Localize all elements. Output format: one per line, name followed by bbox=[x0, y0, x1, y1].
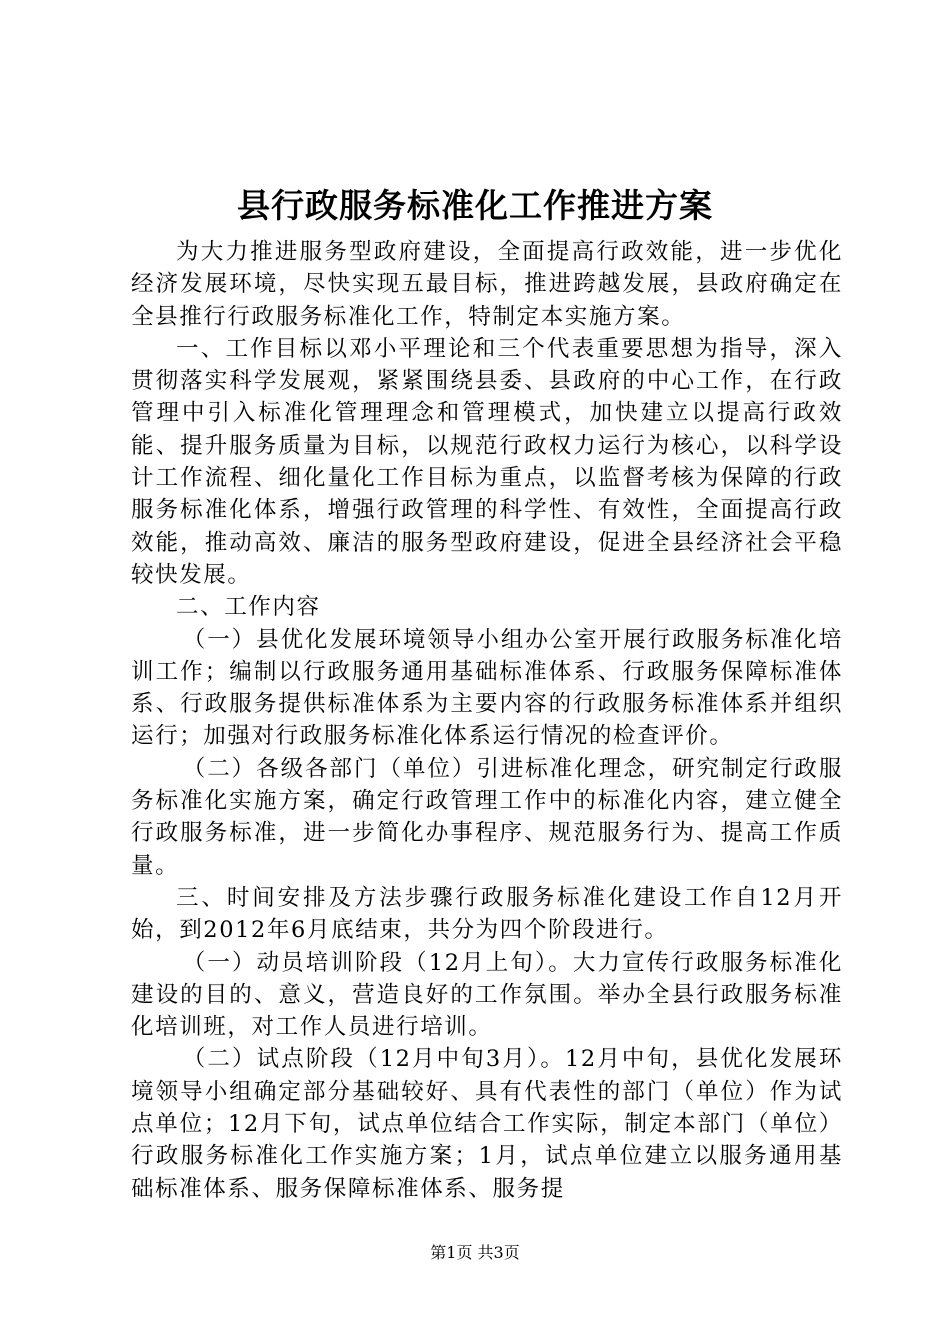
paragraph-section-1: 一、工作目标以邓小平理论和三个代表重要思想为指导，深入贯彻落实科学发展观，紧紧围绕县委、县政府的中心工作，在行政管理中引入标准化管理理念和管理模式，加快建立以提高行政效能、提升服务质量为目标，以规范行政权力运行为核心，以科学设计工作流程、细化量化工作目标为重点，以监督考核为保障的行政服务标准化体系，增强行政管理的科学性、有效性，全面提高行政效能，推动高效、廉洁的服务型政府建设，促进全县经济社会平稳较快发展。 bbox=[131, 335, 843, 588]
page-footer: 第1页 共3页 bbox=[430, 1243, 520, 1262]
paragraph-section-2-item-2: （二）各级各部门（单位）引进标准化理念，研究制定行政服务标准化实施方案，确定行政管理工作中的标准化内容，建立健全行政服务标准，进一步简化办事程序、规范服务行为、提高工作质量。 bbox=[131, 755, 843, 879]
paragraph-intro: 为大力推进服务型政府建设，全面提高行政效能，进一步优化经济发展环境，尽快实现五最目标，推进跨越发展，县政府确定在全县推行行政服务标准化工作，特制定本实施方案。 bbox=[131, 239, 843, 330]
paragraph-section-3: 三、时间安排及方法步骤行政服务标准化建设工作自12月开始，到2012年6月底结束，共分为四个阶段进行。 bbox=[131, 884, 843, 944]
paragraph-section-2-heading: 二、工作内容 bbox=[176, 594, 321, 621]
paragraph-section-3-item-2: （二）试点阶段（12月中旬3月）。12月中旬，县优化发展环境领导小组确定部分基础较好、具有代表性的部门（单位）作为试点单位；12月下旬，试点单位结合工作实际，制定本部门（单位）行政服务标准化工作实施方案；1月，试点单位建立以服务通用基础标准体系、服务保障标准体系、服务提 bbox=[131, 1046, 843, 1202]
document-body bbox=[131, 236, 843, 1205]
paragraph-section-2-item-1: （一）县优化发展环境领导小组办公室开展行政服务标准化培训工作；编制以行政服务通用基础标准体系、行政服务保障标准体系、行政服务提供标准体系为主要内容的行政服务标准体系并组织运行；加强对行政服务标准化体系运行情况的检查评价。 bbox=[131, 626, 843, 750]
paragraph-section-3-item-1: （一）动员培训阶段（12月上旬）。大力宣传行政服务标准化建设的目的、意义，营造良好的工作氛围。举办全县行政服务标准化培训班，对工作人员进行培训。 bbox=[131, 949, 843, 1041]
document-title: 县行政服务标准化工作推进方案 bbox=[237, 186, 713, 225]
